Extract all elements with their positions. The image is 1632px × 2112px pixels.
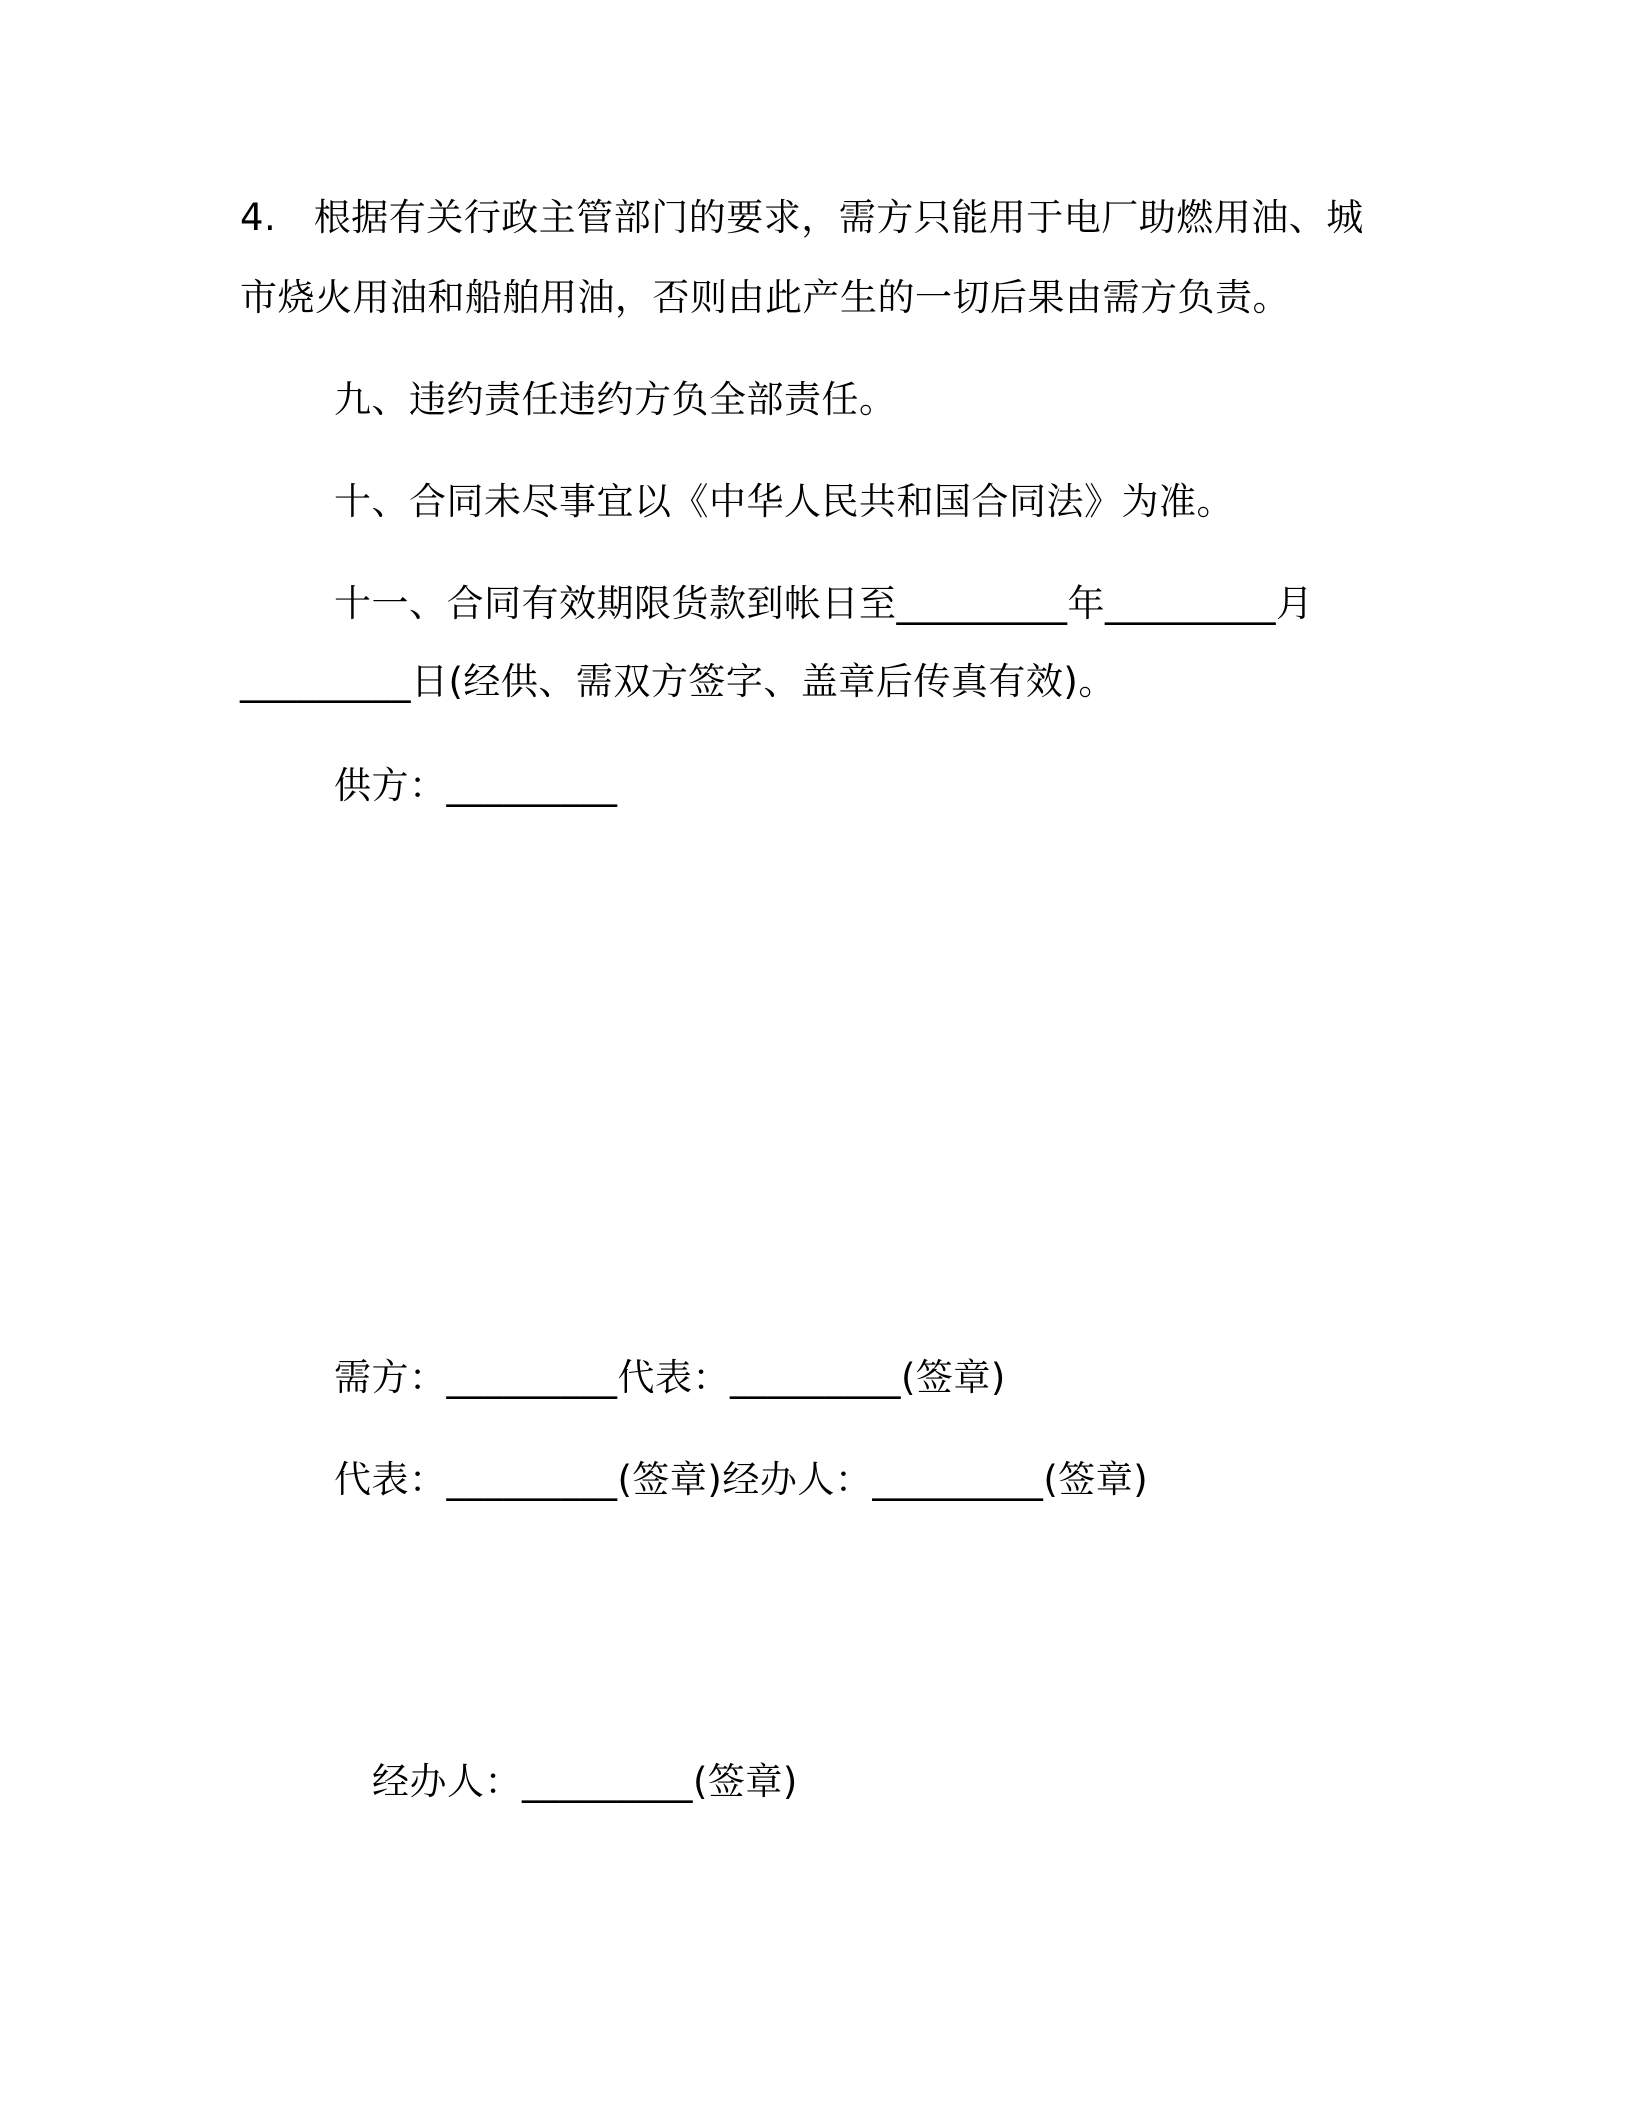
clause-9: 九、违约责任违约方负全部责任。 [334,378,897,421]
supplier-signature: 供方：_________ [334,764,618,807]
clause-11-line-2: _________日(经供、需双方签字、盖章后传真有效)。 [240,660,1116,703]
clause-10: 十、合同未尽事宜以《中华人民共和国合同法》为准。 [334,480,1234,523]
clause-11-line-1: 十一、合同有效期限货款到帐日至_________年_________月 [334,582,1314,625]
item-4-line-2: 市烧火用油和船舶用油，否则由此产生的一切后果由需方负责。 [240,276,1290,319]
handler-signature: 经办人：_________(签章) [372,1760,798,1803]
demander-representative-signature: 需方：_________代表：_________(签章) [334,1356,1006,1399]
representative-handler-signature: 代表：_________(签章)经办人：_________(签章) [334,1458,1149,1501]
item-4-line-1: 4. 根据有关行政主管部门的要求，需方只能用于电厂助燃用油、城 [240,196,1364,239]
